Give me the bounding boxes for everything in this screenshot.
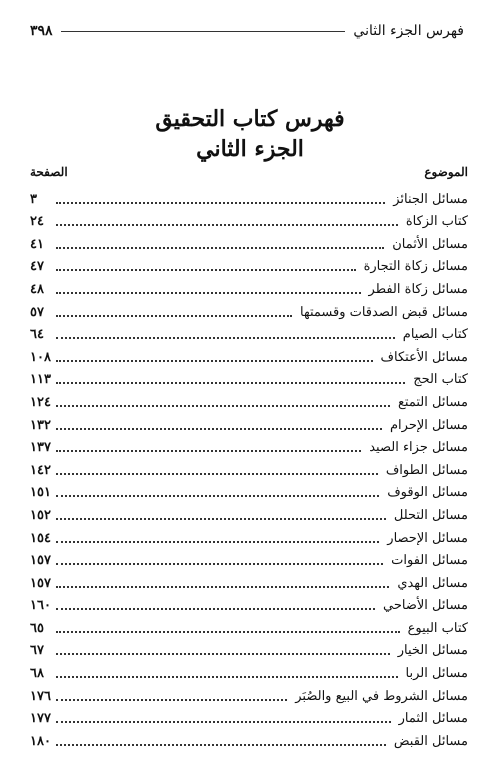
dot-leader [56, 202, 385, 204]
entry-page-number: ١٥٧ [30, 575, 51, 591]
toc-entry [30, 593, 468, 616]
entry-page-number: ١٦٠ [30, 598, 51, 614]
toc-entry [30, 344, 468, 367]
entry-title: مسائل الوقوف [387, 485, 468, 501]
running-title: فهرس الجزء الثاني [353, 23, 464, 39]
page-subtitle: الجزء الثاني [196, 136, 304, 162]
entry-page-number: ١٤٢ [30, 462, 51, 478]
dot-leader [56, 586, 389, 588]
dot-leader [56, 631, 400, 633]
dot-leader [56, 382, 405, 384]
topic-column-header: الموضوع [424, 165, 468, 179]
entry-title: مسائل الجنائز [393, 191, 468, 207]
title-block [0, 104, 500, 164]
toc-entry [30, 548, 468, 571]
dot-leader [56, 292, 361, 294]
page-column-header: الصفحة [30, 165, 68, 179]
dot-leader [56, 428, 382, 430]
entry-title: مسائل القبض [393, 733, 468, 749]
toc-entry [30, 322, 468, 345]
dot-leader [56, 473, 378, 475]
entry-page-number: ١٠٨ [30, 349, 51, 365]
entry-title: مسائل الإحصار [387, 530, 468, 546]
toc-entry [30, 299, 468, 322]
entry-title: مسائل الربا [405, 666, 468, 682]
entry-page-number: ٦٨ [30, 666, 44, 682]
entry-page-number: ٥٧ [30, 304, 44, 320]
entry-title: مسائل الأضاحي [382, 598, 468, 614]
entry-title: مسائل الخيار [397, 643, 468, 659]
entry-page-number: ١٣٢ [30, 417, 51, 433]
toc-entry [30, 457, 468, 480]
entry-page-number: ١٥٢ [30, 507, 51, 523]
entry-title: كتاب الصيام [402, 327, 468, 343]
entry-title: مسائل الأثمان [392, 236, 468, 252]
column-headers [30, 165, 468, 185]
toc-entry [30, 435, 468, 458]
toc-entry [30, 728, 468, 751]
toc-entry [30, 502, 468, 525]
dot-leader [56, 744, 386, 746]
table-of-contents [30, 186, 468, 751]
toc-entry [30, 254, 468, 277]
entry-page-number: ١٥١ [30, 485, 51, 501]
entry-page-number: ٤١ [30, 236, 44, 252]
entry-title: مسائل قبض الصدقات وقسمتها [299, 304, 468, 320]
dot-leader [56, 405, 390, 407]
dot-leader [56, 315, 292, 317]
dot-leader [56, 676, 398, 678]
running-header [30, 20, 464, 42]
dot-leader [56, 699, 287, 701]
toc-entry [30, 367, 468, 390]
toc-entry [30, 389, 468, 412]
entry-page-number: ١٥٧ [30, 553, 51, 569]
entry-page-number: ١٧٦ [30, 688, 51, 704]
entry-title: مسائل الفوات [391, 553, 468, 569]
entry-title: مسائل الأعتكاف [380, 349, 468, 365]
entry-title: مسائل الهدي [397, 575, 468, 591]
toc-entry [30, 706, 468, 729]
entry-page-number: ١٣٧ [30, 440, 51, 456]
dot-leader [56, 653, 390, 655]
dot-leader [56, 608, 375, 610]
entry-page-number: ١٢٤ [30, 394, 51, 410]
dot-leader [56, 269, 356, 271]
entry-page-number: ٤٨ [30, 281, 44, 297]
entry-title: مسائل زكاة التجارة [363, 259, 468, 275]
dot-leader [56, 495, 379, 497]
toc-entry [30, 276, 468, 299]
toc-entry [30, 209, 468, 232]
entry-page-number: ١٧٧ [30, 711, 51, 727]
entry-title: مسائل الثمار [398, 711, 468, 727]
entry-page-number: ٢٤ [30, 214, 44, 230]
entry-title: مسائل التمتع [398, 394, 468, 410]
entry-page-number: ١١٣ [30, 372, 51, 388]
page-title: فهرس كتاب التحقيق [155, 106, 345, 132]
entry-page-number: ٦٤ [30, 327, 44, 343]
entry-title: مسائل جزاء الصيد [369, 440, 468, 456]
dot-leader [56, 337, 395, 339]
entry-title: مسائل الطواف [385, 462, 468, 478]
entry-title: مسائل الشروط في البيع والصُبَر [295, 688, 468, 704]
header-rule [61, 31, 346, 32]
dot-leader [56, 518, 386, 520]
toc-entry [30, 615, 468, 638]
entry-page-number: ٦٥ [30, 620, 44, 636]
toc-entry [30, 480, 468, 503]
dot-leader [56, 541, 379, 543]
toc-entry [30, 412, 468, 435]
entry-page-number: ٦٧ [30, 643, 44, 659]
dot-leader [56, 721, 391, 723]
dot-leader [56, 450, 361, 452]
toc-entry [30, 525, 468, 548]
toc-entry [30, 231, 468, 254]
toc-entry [30, 638, 468, 661]
dot-leader [56, 563, 383, 565]
entry-title: كتاب الحج [413, 372, 468, 388]
entry-page-number: ٤٧ [30, 259, 44, 275]
dot-leader [56, 360, 373, 362]
dot-leader [56, 224, 398, 226]
page-number: ٣٩٨ [30, 23, 53, 39]
entry-page-number: ١٥٤ [30, 530, 51, 546]
entry-title: مسائل زكاة الفطر [368, 281, 468, 297]
entry-page-number: ١٨٠ [30, 733, 51, 749]
toc-entry [30, 660, 468, 683]
dot-leader [56, 247, 384, 249]
entry-title: كتاب البيوع [407, 620, 468, 636]
toc-entry [30, 683, 468, 706]
entry-title: مسائل الإحرام [389, 417, 468, 433]
toc-entry [30, 186, 468, 209]
toc-entry [30, 570, 468, 593]
entry-title: كتاب الزكاة [405, 214, 468, 230]
entry-title: مسائل التحلل [393, 507, 468, 523]
entry-page-number: ٣ [30, 191, 37, 207]
